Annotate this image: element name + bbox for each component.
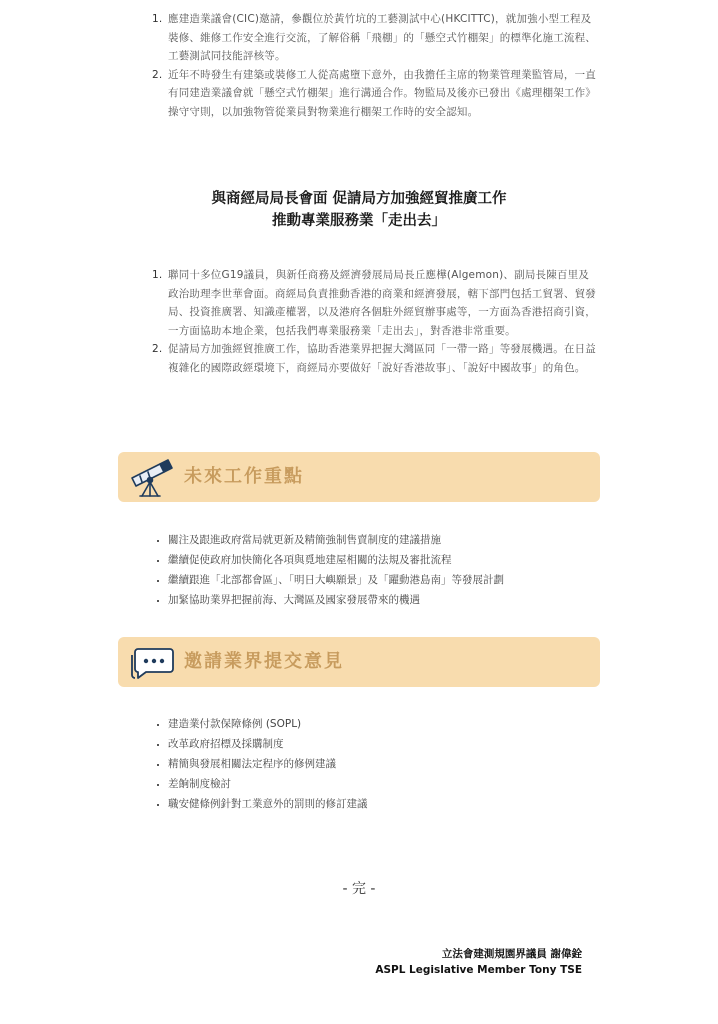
banner-title: 未來工作重點: [184, 466, 304, 487]
list-item: • 建造業付款保障條例 (SOPL): [168, 714, 598, 734]
signature-english: ASPL Legislative Member Tony TSE: [375, 964, 582, 976]
list-item: • 繼續促使政府加快簡化各項與覓地建屋相關的法規及審批流程: [168, 550, 598, 570]
list-item: • 精簡與發展相關法定程序的修例建議: [168, 754, 598, 774]
end-mark: - 完 -: [342, 881, 376, 897]
cic-visit-list: [148, 10, 598, 121]
list-item: • 繼續跟進「北部都會區」、「明日大嶼願景」及「躍動港島南」等發展計劃: [168, 570, 598, 590]
list-item: • 改革政府招標及採購制度: [168, 734, 598, 754]
banner-title: 邀請業界提交意見: [184, 651, 344, 672]
list-item: • 加緊協助業界把握前海、大灣區及國家發展帶來的機遇: [168, 590, 598, 610]
list-item: 1. 應建造業議會(CIC)邀請，參觀位於黃竹坑的工藝測試中心(HKCITTC)，就加強小型工程及裝修、維修工作安全進行交流，了解俗稱「飛棚」的「懸空式竹棚架」的標準化施工流程、工藝測試同技能評核等。: [166, 10, 598, 66]
commerce-meeting-list: [148, 266, 598, 377]
list-item: 1. 聯同十多位G19議員，與新任商務及經濟發展局局長丘應樺(Algemon)、副局長陳百里及政治助理李世華會面。商經局負責推動香港的商業和經濟發展，轄下部門包括工貿署、貿發局、投資推廣署、知識產權署，以及港府各個駐外經貿辦事處等，一方面為香港招商引資，一方面協助本地企業，包括我們專業服務業「走出去」，對香港非常重要。: [166, 266, 598, 340]
list-item: • 職安健條例針對工業意外的罰則的修訂建議: [168, 794, 598, 814]
future-work-list: [152, 530, 598, 610]
section-title-line1: 與商經局局長會面 促請局方加強經貿推廣工作: [211, 191, 507, 207]
opinion-list: [152, 714, 598, 814]
signature-chinese: 立法會建測規園界議員 謝偉銓: [441, 948, 582, 960]
telescope-icon: [128, 456, 176, 498]
section-title: [0, 188, 718, 232]
opinion-banner: [118, 637, 600, 687]
section-title-line2: 推動專業服務業「走出去」: [272, 213, 446, 229]
list-item: 2. 促請局方加強經貿推廣工作，協助香港業界把握大灣區同「一帶一路」等發展機遇。在日益複雜化的國際政經環境下，商經局亦要做好「說好香港故事」、「說好中國故事」的角色。: [166, 340, 598, 377]
list-item: • 差餉制度檢討: [168, 774, 598, 794]
future-work-banner: [118, 452, 600, 502]
list-item: • 關注及跟進政府當局就更新及精簡強制售賣制度的建議措施: [168, 530, 598, 550]
list-item: 2. 近年不時發生有建築或裝修工人從高處墮下意外，由我擔任主席的物業管理業監管局，一直有同建造業議會就「懸空式竹棚架」進行溝通合作。物監局及後亦已發出《處理棚架工作》操守守則，以加強物管從業員對物業進行棚架工作時的安全認知。: [166, 66, 598, 122]
chat-bubbles-icon: [128, 641, 176, 683]
